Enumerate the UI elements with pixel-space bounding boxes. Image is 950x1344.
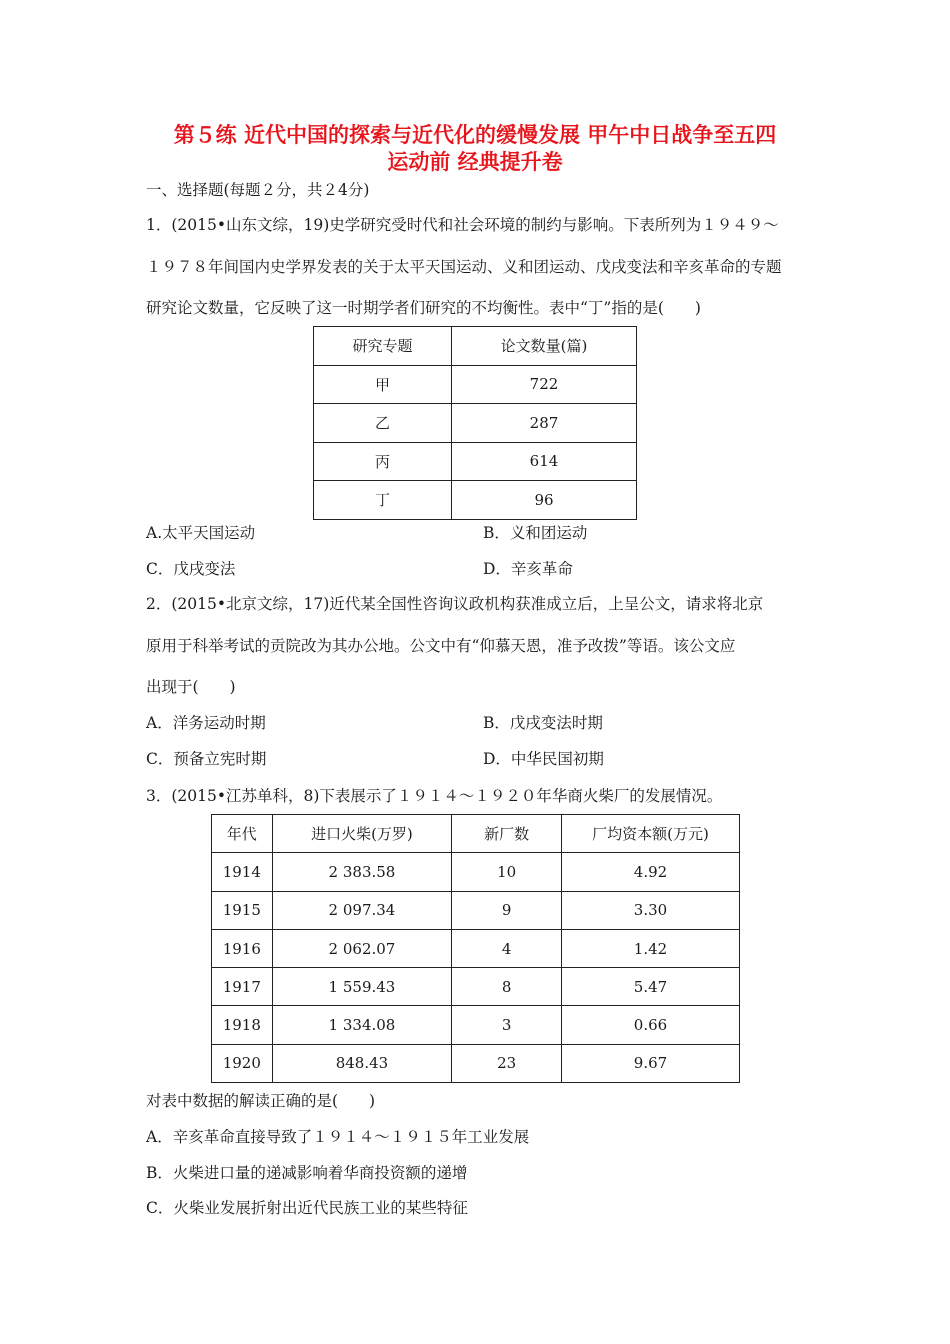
table-row [212,853,740,891]
q1-line-3: 研究论文数量，它反映了这一时期学者们研究的不均衡性。表中“丁”指的是( ) [146,299,701,317]
q2-option-d: D．中华民国初期 [483,750,604,768]
q1-option-d: D．辛亥革命 [483,560,573,578]
table-cell: 2 062.07 [272,929,452,967]
q3-question: 对表中数据的解读正确的是( ) [146,1092,376,1110]
table-row [314,442,637,481]
q1-option-b: B．义和团运动 [483,524,588,542]
table-cell: 1917 [212,968,273,1006]
table-cell: 4.92 [561,853,739,891]
table-cell: 614 [452,442,637,481]
table-row [314,365,637,404]
q2-line-2: 原用于科举考试的贡院改为其办公地。公文中有“仰慕天恩，准予改拨”等语。该公文应 [146,637,736,655]
title-line-1: 第５练 近代中国的探索与近代化的缓慢发展 甲午中日战争至五四 [173,123,777,147]
table-row [314,481,637,520]
table-row [212,929,740,967]
table-cell: 848.43 [272,1044,452,1082]
table-row [212,1044,740,1082]
q3-line-1: 3．(2015•江苏单科，8)下表展示了１９１４～１９２０年华商火柴厂的发展情况。 [146,787,723,805]
q1-table [313,326,637,520]
section-heading: 一、选择题(每题２分，共２4分) [146,181,370,199]
table-cell: 1915 [212,891,273,929]
table-row [314,404,637,443]
q3-option-b: B．火柴进口量的递减影响着华商投资额的递增 [146,1164,468,1182]
table-cell: 2 383.58 [272,853,452,891]
table-cell: 23 [452,1044,562,1082]
table-row [212,968,740,1006]
table-cell: 3.30 [561,891,739,929]
title-line-2: 运动前 经典提升卷 [387,150,563,174]
q2-option-a: A．洋务运动时期 [146,714,266,732]
q1-option-a: A.太平天国运动 [146,524,256,542]
table-cell: 甲 [314,365,452,404]
q1-line-2: １９７８年间国内史学界发表的关于太平天国运动、义和团运动、戊戌变法和辛亥革命的专题 [146,258,782,276]
q3-table [211,814,740,1083]
table-cell: 722 [452,365,637,404]
table-cell: 8 [452,968,562,1006]
table-cell: 1918 [212,1006,273,1044]
table-cell: 3 [452,1006,562,1044]
table-cell: 丁 [314,481,452,520]
table-cell: 10 [452,853,562,891]
table-cell: 乙 [314,404,452,443]
table-cell: 1920 [212,1044,273,1082]
table-row [212,891,740,929]
table-header-row [212,815,740,853]
table-cell: 0.66 [561,1006,739,1044]
table-cell: 1 559.43 [272,968,452,1006]
q2-line-3: 出现于( ) [146,678,236,696]
table-header-cell: 进口火柴(万罗) [272,815,452,853]
table-header-cell: 新厂数 [452,815,562,853]
q3-option-c: C．火柴业发展折射出近代民族工业的某些特征 [146,1199,468,1217]
q2-option-c: C．预备立宪时期 [146,750,267,768]
table-cell: 5.47 [561,968,739,1006]
table-cell: 96 [452,481,637,520]
table-cell: 2 097.34 [272,891,452,929]
table-header-cell: 论文数量(篇) [452,327,637,366]
q1-option-c: C．戊戌变法 [146,560,236,578]
q3-option-a: A．辛亥革命直接导致了１９１４～１９１５年工业发展 [146,1128,530,1146]
q1-line-1: 1．(2015•山东文综，19)史学研究受时代和社会环境的制约与影响。下表所列为１９４９～ [146,216,779,234]
table-row [212,1006,740,1044]
table-cell: 丙 [314,442,452,481]
table-cell: 4 [452,929,562,967]
table-cell: 9 [452,891,562,929]
table-cell: 9.67 [561,1044,739,1082]
table-cell: 287 [452,404,637,443]
page-title [0,122,950,176]
table-header-cell: 研究专题 [314,327,452,366]
table-cell: 1916 [212,929,273,967]
q2-line-1: 2．(2015•北京文综，17)近代某全国性咨询议政机构获准成立后，上呈公文，请求将北京 [146,595,764,613]
table-cell: 1 334.08 [272,1006,452,1044]
table-cell: 1.42 [561,929,739,967]
table-cell: 1914 [212,853,273,891]
q2-option-b: B．戊戌变法时期 [483,714,603,732]
table-header-cell: 厂均资本额(万元) [561,815,739,853]
table-header-row [314,327,637,366]
table-header-cell: 年代 [212,815,273,853]
